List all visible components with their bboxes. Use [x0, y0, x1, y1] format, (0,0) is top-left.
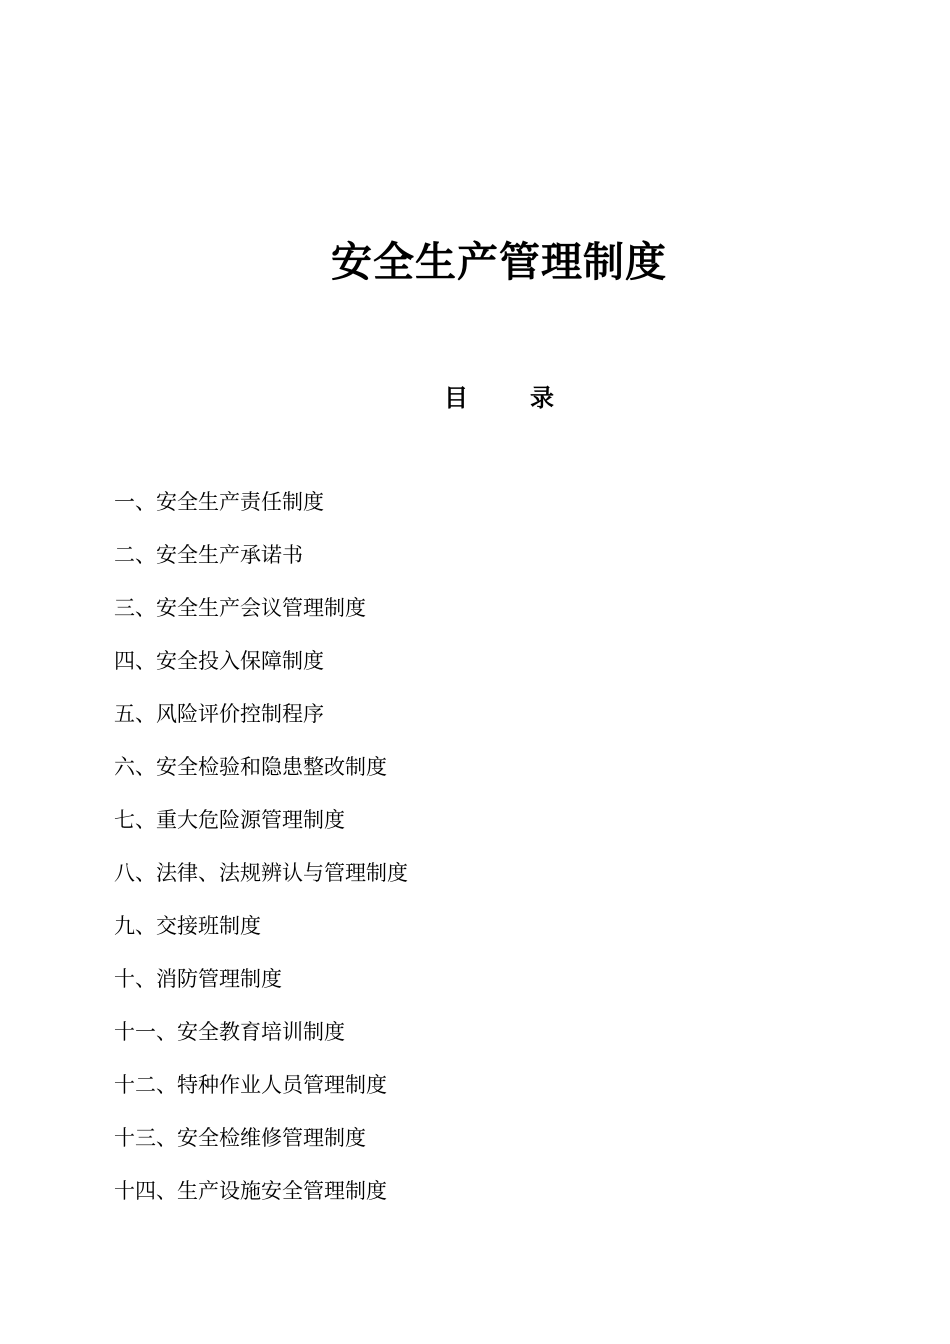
toc-item: 十四、生产设施安全管理制度: [114, 1179, 387, 1203]
toc-list: [114, 484, 408, 1226]
toc-item: 五、风险评价控制程序: [114, 702, 324, 726]
toc-item: 八、法律、法规辨认与管理制度: [114, 861, 408, 885]
toc-item: 三、安全生产会议管理制度: [114, 596, 366, 620]
document-title: 安全生产管理制度: [331, 238, 667, 286]
toc-item: 七、重大危险源管理制度: [114, 808, 345, 832]
toc-heading: [0, 380, 950, 416]
toc-heading-left: 目: [444, 384, 468, 412]
toc-heading-right: 录: [530, 384, 554, 412]
toc-item: 十、消防管理制度: [114, 967, 282, 991]
toc-item: 六、安全检验和隐患整改制度: [114, 755, 387, 779]
toc-item: 四、安全投入保障制度: [114, 649, 324, 673]
toc-item: 一、安全生产责任制度: [114, 490, 324, 514]
toc-item: 十二、特种作业人员管理制度: [114, 1073, 387, 1097]
toc-item: 九、交接班制度: [114, 914, 261, 938]
toc-item: 十一、安全教育培训制度: [114, 1020, 345, 1044]
toc-item: 十三、安全检维修管理制度: [114, 1126, 366, 1150]
toc-item: 二、安全生产承诺书: [114, 543, 303, 567]
